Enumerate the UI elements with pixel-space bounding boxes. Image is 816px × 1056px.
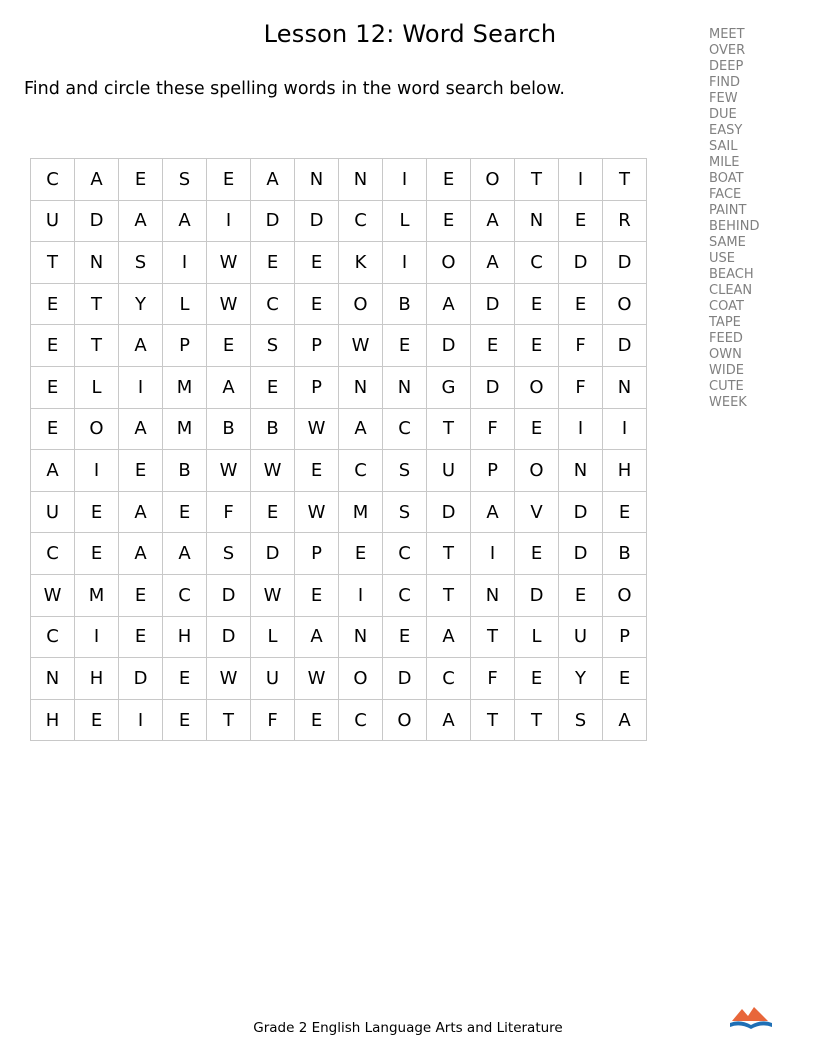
grid-letter-cell[interactable]: E (163, 491, 207, 533)
word-list-item: USE (709, 251, 735, 266)
grid-letter-cell[interactable]: C (31, 533, 75, 575)
grid-letter-cell[interactable]: D (471, 366, 515, 408)
instructions-text: Find and circle these spelling words in the word search below. (24, 79, 565, 99)
grid-row (31, 200, 647, 242)
word-list-item: FEED (709, 331, 743, 346)
grid-letter-cell[interactable]: A (119, 408, 163, 450)
grid-letter-cell[interactable]: D (207, 574, 251, 616)
grid-letter-cell[interactable]: I (163, 242, 207, 284)
grid-letter-cell[interactable]: E (427, 159, 471, 201)
grid-letter-cell[interactable]: O (427, 242, 471, 284)
grid-letter-cell[interactable]: E (207, 159, 251, 201)
grid-letter-cell[interactable]: D (75, 200, 119, 242)
grid-letter-cell[interactable]: W (31, 574, 75, 616)
grid-letter-cell[interactable]: L (515, 616, 559, 658)
grid-letter-cell[interactable]: B (163, 450, 207, 492)
grid-row (31, 574, 647, 616)
grid-row (31, 325, 647, 367)
grid-letter-cell[interactable]: M (75, 574, 119, 616)
grid-letter-cell[interactable]: C (427, 658, 471, 700)
grid-letter-cell[interactable]: F (559, 366, 603, 408)
grid-letter-cell[interactable]: N (603, 366, 647, 408)
grid-letter-cell[interactable]: F (471, 658, 515, 700)
grid-letter-cell[interactable]: C (515, 242, 559, 284)
word-list-item: PAINT (709, 203, 747, 218)
grid-letter-cell[interactable]: E (75, 533, 119, 575)
grid-letter-cell[interactable]: O (603, 283, 647, 325)
grid-letter-cell[interactable]: L (383, 200, 427, 242)
grid-letter-cell[interactable]: H (31, 699, 75, 741)
grid-letter-cell[interactable]: A (75, 159, 119, 201)
word-list-item: COAT (709, 299, 744, 314)
grid-letter-cell[interactable]: U (427, 450, 471, 492)
word-list-item: BEACH (709, 267, 754, 282)
grid-letter-cell[interactable]: U (251, 658, 295, 700)
grid-letter-cell[interactable]: E (559, 574, 603, 616)
grid-letter-cell[interactable]: B (603, 533, 647, 575)
grid-letter-cell[interactable]: E (515, 408, 559, 450)
grid-letter-cell[interactable]: A (207, 366, 251, 408)
grid-letter-cell[interactable]: M (163, 408, 207, 450)
grid-letter-cell[interactable]: P (295, 533, 339, 575)
grid-letter-cell[interactable]: A (471, 242, 515, 284)
grid-row (31, 408, 647, 450)
grid-letter-cell[interactable]: A (471, 491, 515, 533)
grid-letter-cell[interactable]: I (119, 699, 163, 741)
grid-letter-cell[interactable]: O (515, 366, 559, 408)
grid-letter-cell[interactable]: E (515, 283, 559, 325)
page-footer: Grade 2 English Language Arts and Literature (253, 1020, 563, 1036)
grid-row (31, 366, 647, 408)
grid-letter-cell[interactable]: I (383, 159, 427, 201)
grid-letter-cell[interactable]: A (603, 699, 647, 741)
grid-letter-cell[interactable]: D (295, 200, 339, 242)
grid-letter-cell[interactable]: F (559, 325, 603, 367)
grid-letter-cell[interactable]: U (31, 200, 75, 242)
grid-letter-cell[interactable]: E (559, 283, 603, 325)
grid-letter-cell[interactable]: H (163, 616, 207, 658)
grid-letter-cell[interactable]: G (427, 366, 471, 408)
page-title: Lesson 12: Word Search (263, 20, 557, 48)
grid-letter-cell[interactable]: D (559, 491, 603, 533)
grid-letter-cell[interactable]: T (427, 574, 471, 616)
grid-letter-cell[interactable]: E (251, 242, 295, 284)
grid-letter-cell[interactable]: E (31, 408, 75, 450)
grid-letter-cell[interactable]: U (559, 616, 603, 658)
grid-letter-cell[interactable]: F (251, 699, 295, 741)
grid-letter-cell[interactable]: A (251, 159, 295, 201)
grid-letter-cell[interactable]: T (31, 242, 75, 284)
word-list-item: MILE (709, 155, 740, 170)
grid-letter-cell[interactable]: D (515, 574, 559, 616)
grid-letter-cell[interactable]: E (559, 200, 603, 242)
grid-letter-cell[interactable]: C (339, 699, 383, 741)
grid-letter-cell[interactable]: C (383, 408, 427, 450)
word-list-item: MEET (709, 27, 745, 42)
grid-letter-cell[interactable]: N (559, 450, 603, 492)
grid-letter-cell[interactable]: E (119, 159, 163, 201)
grid-letter-cell[interactable]: C (251, 283, 295, 325)
word-list-item: FACE (709, 187, 742, 202)
grid-letter-cell[interactable]: P (295, 366, 339, 408)
grid-row (31, 159, 647, 201)
grid-letter-cell[interactable]: I (559, 159, 603, 201)
grid-letter-cell[interactable]: E (383, 616, 427, 658)
grid-letter-cell[interactable]: N (31, 658, 75, 700)
grid-letter-cell[interactable]: O (515, 450, 559, 492)
grid-letter-cell[interactable]: A (427, 699, 471, 741)
grid-letter-cell[interactable]: Y (559, 658, 603, 700)
grid-letter-cell[interactable]: W (207, 450, 251, 492)
grid-letter-cell[interactable]: F (471, 408, 515, 450)
word-list-item: TAPE (709, 315, 741, 330)
grid-letter-cell[interactable]: E (75, 699, 119, 741)
grid-letter-cell[interactable]: E (295, 242, 339, 284)
grid-letter-cell[interactable]: I (75, 616, 119, 658)
grid-row (31, 533, 647, 575)
grid-letter-cell[interactable]: E (295, 283, 339, 325)
grid-letter-cell[interactable]: S (207, 533, 251, 575)
grid-letter-cell[interactable]: D (559, 242, 603, 284)
grid-letter-cell[interactable]: E (31, 366, 75, 408)
grid-letter-cell[interactable]: A (119, 491, 163, 533)
grid-letter-cell[interactable]: M (163, 366, 207, 408)
grid-letter-cell[interactable]: N (515, 200, 559, 242)
word-list-item: OVER (709, 43, 746, 58)
grid-letter-cell[interactable]: T (75, 283, 119, 325)
grid-letter-cell[interactable]: D (251, 200, 295, 242)
grid-letter-cell[interactable]: E (251, 491, 295, 533)
grid-letter-cell[interactable]: L (251, 616, 295, 658)
word-list-item: FEW (709, 91, 738, 106)
word-list-item: SAIL (709, 139, 738, 154)
word-list-item: WIDE (709, 363, 744, 378)
grid-letter-cell[interactable]: E (119, 450, 163, 492)
grid-letter-cell[interactable]: N (339, 159, 383, 201)
word-list-item: BOAT (709, 171, 744, 186)
grid-letter-cell[interactable]: B (251, 408, 295, 450)
grid-letter-cell[interactable]: W (207, 283, 251, 325)
grid-letter-cell[interactable]: S (163, 159, 207, 201)
grid-letter-cell[interactable]: C (339, 450, 383, 492)
grid-letter-cell[interactable]: D (471, 283, 515, 325)
grid-letter-cell[interactable]: E (603, 658, 647, 700)
grid-letter-cell[interactable]: A (119, 200, 163, 242)
grid-letter-cell[interactable]: N (339, 616, 383, 658)
grid-letter-cell[interactable]: D (383, 658, 427, 700)
grid-letter-cell[interactable]: R (603, 200, 647, 242)
word-list-item: CLEAN (709, 283, 753, 298)
grid-letter-cell[interactable]: A (427, 616, 471, 658)
grid-letter-cell[interactable]: I (471, 533, 515, 575)
grid-letter-cell[interactable]: S (383, 491, 427, 533)
grid-letter-cell[interactable]: N (383, 366, 427, 408)
grid-letter-cell[interactable]: B (207, 408, 251, 450)
word-list-item: WEEK (709, 395, 747, 410)
grid-letter-cell[interactable]: T (603, 159, 647, 201)
grid-letter-cell[interactable]: D (207, 616, 251, 658)
grid-letter-cell[interactable]: S (559, 699, 603, 741)
grid-letter-cell[interactable]: C (383, 533, 427, 575)
grid-letter-cell[interactable]: A (163, 533, 207, 575)
word-list-item: SAME (709, 235, 746, 250)
grid-letter-cell[interactable]: E (207, 325, 251, 367)
word-list-item: DUE (709, 107, 737, 122)
word-list-item: OWN (709, 347, 742, 362)
grid-letter-cell[interactable]: W (251, 574, 295, 616)
grid-letter-cell[interactable]: O (471, 159, 515, 201)
grid-letter-cell[interactable]: P (471, 450, 515, 492)
grid-letter-cell[interactable]: E (31, 325, 75, 367)
grid-row (31, 450, 647, 492)
grid-letter-cell[interactable]: U (31, 491, 75, 533)
mountain-book-logo-icon (728, 1003, 774, 1033)
grid-letter-cell[interactable]: D (427, 325, 471, 367)
grid-letter-cell[interactable]: I (559, 408, 603, 450)
grid-letter-cell[interactable]: D (603, 242, 647, 284)
grid-letter-cell[interactable]: W (207, 658, 251, 700)
grid-letter-cell[interactable]: T (471, 616, 515, 658)
grid-letter-cell[interactable]: D (603, 325, 647, 367)
grid-letter-cell[interactable]: P (295, 325, 339, 367)
grid-letter-cell[interactable]: V (515, 491, 559, 533)
grid-letter-cell[interactable]: E (383, 325, 427, 367)
word-search-grid (30, 158, 647, 741)
grid-letter-cell[interactable]: E (295, 699, 339, 741)
grid-letter-cell[interactable]: F (207, 491, 251, 533)
word-list-item: DEEP (709, 59, 744, 74)
grid-row (31, 283, 647, 325)
grid-letter-cell[interactable]: A (31, 450, 75, 492)
grid-letter-cell[interactable]: E (603, 491, 647, 533)
grid-letter-cell[interactable]: T (427, 408, 471, 450)
grid-letter-cell[interactable]: N (75, 242, 119, 284)
grid-letter-cell[interactable]: O (383, 699, 427, 741)
grid-letter-cell[interactable]: E (339, 533, 383, 575)
grid-letter-cell[interactable]: E (515, 533, 559, 575)
grid-letter-cell[interactable]: T (515, 699, 559, 741)
grid-letter-cell[interactable]: T (427, 533, 471, 575)
grid-letter-cell[interactable]: W (295, 491, 339, 533)
grid-letter-cell[interactable]: S (119, 242, 163, 284)
grid-letter-cell[interactable]: O (339, 658, 383, 700)
grid-letter-cell[interactable]: W (295, 408, 339, 450)
grid-letter-cell[interactable]: E (295, 574, 339, 616)
grid-letter-cell[interactable]: P (163, 325, 207, 367)
grid-letter-cell[interactable]: W (207, 242, 251, 284)
grid-letter-cell[interactable]: W (339, 325, 383, 367)
grid-letter-cell[interactable]: I (383, 242, 427, 284)
grid-letter-cell[interactable]: E (75, 491, 119, 533)
word-list-item: FIND (709, 75, 741, 90)
grid-letter-cell[interactable]: H (603, 450, 647, 492)
grid-letter-cell[interactable]: I (119, 366, 163, 408)
grid-letter-cell[interactable]: K (339, 242, 383, 284)
grid-letter-cell[interactable]: E (515, 325, 559, 367)
grid-letter-cell[interactable]: E (515, 658, 559, 700)
grid-letter-cell[interactable]: N (471, 574, 515, 616)
grid-row (31, 658, 647, 700)
grid-letter-cell[interactable]: C (31, 159, 75, 201)
grid-letter-cell[interactable]: D (251, 533, 295, 575)
grid-letter-cell[interactable]: D (559, 533, 603, 575)
grid-letter-cell[interactable]: T (207, 699, 251, 741)
grid-letter-cell[interactable]: A (163, 200, 207, 242)
grid-letter-cell[interactable]: H (75, 658, 119, 700)
grid-letter-cell[interactable]: E (295, 450, 339, 492)
grid-letter-cell[interactable]: E (251, 366, 295, 408)
grid-letter-cell[interactable]: N (339, 366, 383, 408)
grid-letter-cell[interactable]: L (75, 366, 119, 408)
grid-letter-cell[interactable]: Y (119, 283, 163, 325)
grid-letter-cell[interactable]: D (119, 658, 163, 700)
grid-letter-cell[interactable]: T (471, 699, 515, 741)
grid-letter-cell[interactable]: N (295, 159, 339, 201)
grid-letter-cell[interactable]: A (119, 533, 163, 575)
grid-letter-cell[interactable]: I (603, 408, 647, 450)
grid-letter-cell[interactable]: W (251, 450, 295, 492)
grid-letter-cell[interactable]: C (383, 574, 427, 616)
grid-letter-cell[interactable]: E (163, 658, 207, 700)
grid-letter-cell[interactable]: B (383, 283, 427, 325)
grid-letter-cell[interactable]: M (339, 491, 383, 533)
grid-letter-cell[interactable]: E (31, 283, 75, 325)
grid-row (31, 242, 647, 284)
grid-letter-cell[interactable]: C (163, 574, 207, 616)
grid-row (31, 699, 647, 741)
grid-letter-cell[interactable]: D (427, 491, 471, 533)
grid-letter-cell[interactable]: E (471, 325, 515, 367)
grid-letter-cell[interactable]: E (119, 616, 163, 658)
grid-letter-cell[interactable]: T (75, 325, 119, 367)
grid-letter-cell[interactable]: A (295, 616, 339, 658)
word-list-item: BEHIND (709, 219, 760, 234)
grid-letter-cell[interactable]: E (119, 574, 163, 616)
grid-letter-cell[interactable]: P (603, 616, 647, 658)
grid-letter-cell[interactable]: E (163, 699, 207, 741)
grid-letter-cell[interactable]: T (515, 159, 559, 201)
grid-letter-cell[interactable]: O (603, 574, 647, 616)
spelling-word-list (709, 27, 759, 411)
grid-letter-cell[interactable]: A (339, 408, 383, 450)
grid-letter-cell[interactable]: I (75, 450, 119, 492)
grid-letter-cell[interactable]: L (163, 283, 207, 325)
grid-letter-cell[interactable]: A (427, 283, 471, 325)
grid-letter-cell[interactable]: S (383, 450, 427, 492)
word-list-item: EASY (709, 123, 743, 138)
grid-letter-cell[interactable]: W (295, 658, 339, 700)
grid-letter-cell[interactable]: I (339, 574, 383, 616)
grid-letter-cell[interactable]: I (207, 200, 251, 242)
grid-letter-cell[interactable]: S (251, 325, 295, 367)
grid-letter-cell[interactable]: C (339, 200, 383, 242)
word-list-item: CUTE (709, 379, 744, 394)
grid-letter-cell[interactable]: A (471, 200, 515, 242)
grid-row (31, 491, 647, 533)
grid-letter-cell[interactable]: O (339, 283, 383, 325)
grid-letter-cell[interactable]: A (119, 325, 163, 367)
grid-letter-cell[interactable]: E (427, 200, 471, 242)
grid-row (31, 616, 647, 658)
grid-letter-cell[interactable]: O (75, 408, 119, 450)
grid-letter-cell[interactable]: C (31, 616, 75, 658)
